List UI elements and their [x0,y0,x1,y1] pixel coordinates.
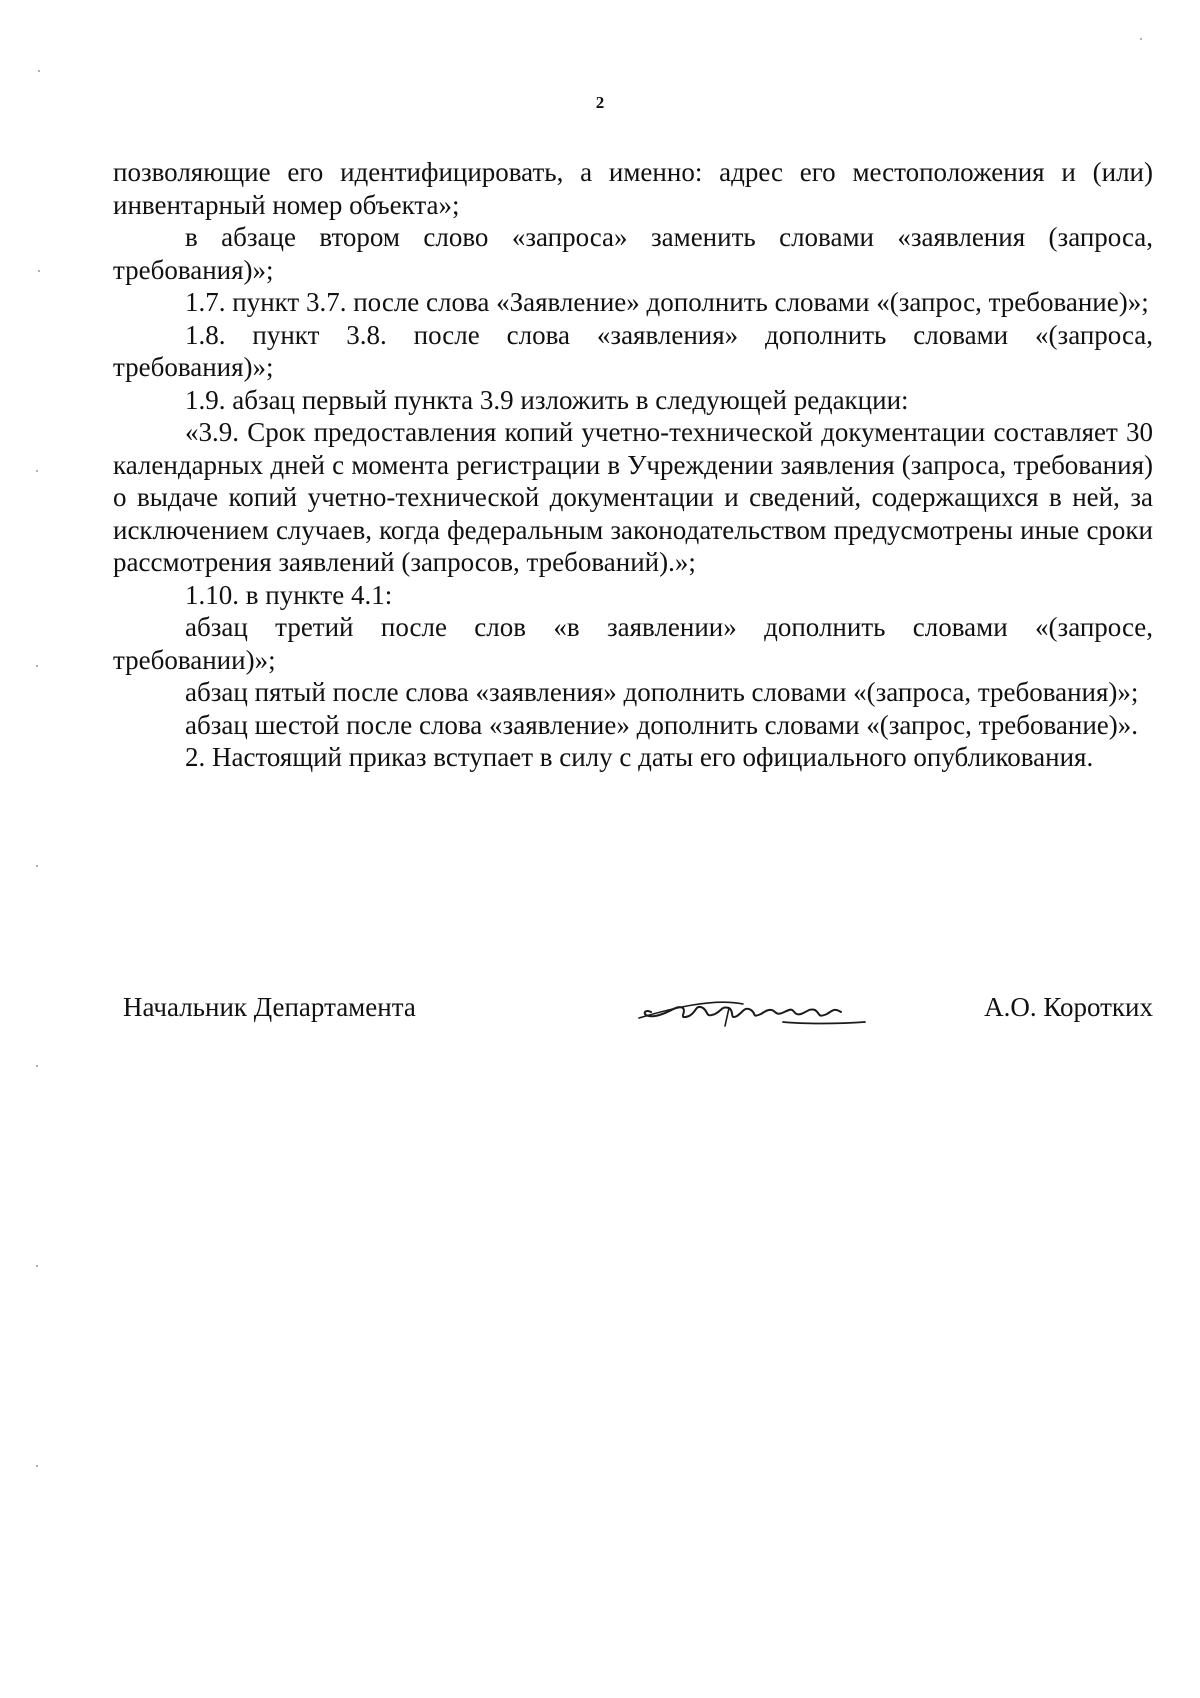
handwritten-signature-icon [633,978,883,1038]
paragraph-item-1-7: 1.7. пункт 3.7. после слова «Заявление» дополнить словами «(запрос, требование)»; [185,287,1149,317]
signatory-title: Начальник Департамента [123,992,416,1022]
paragraph-abzac-fifth: абзац пятый после слова «заявления» дополнить словами «(запроса, требования)»; [185,677,1139,707]
paragraph-item-1-10: 1.10. в пункте 4.1: [185,579,393,610]
paragraph-item-1-8: 1.8. пункт 3.8. после слова «заявления» дополнить словами «(запроса, требования)»; [113,319,1153,382]
scan-speck [1140,38,1142,40]
scan-speck [36,1465,38,1467]
paragraph-abzac-third: абзац третий после слов «в заявлении» дополнить словами «(запросе, требовании)»; [113,612,1153,675]
signature-block [123,992,1153,1052]
paragraph-abzac-sixth: абзац шестой после слова «заявление» дополнить словами «(запрос, требование)». [185,709,1139,740]
scan-speck [36,865,38,867]
paragraph-continuation: позволяющие его идентифицировать, а именно: адрес его местоположения и (или) инвентарный номер объекта»; [113,157,1153,220]
scan-speck [36,665,38,667]
page-number: 2 [595,93,605,112]
paragraph-item-2: 2. Настоящий приказ вступает в силу с даты его официального опубликования. [185,742,1094,772]
paragraph-quote-3-9: «3.9. Срок предоставления копий учетно-технической документации составляет 30 календарных дней с момента регистрации в Учреждении заявления (запроса, требования) о выдаче копий учетно-технической документации и сведений, содержащихся в ней, за исключением случаев, когда федеральным законодательством предусмотрены иные сроки рассмотрения заявлений (запросов, требований).»; [113,417,1153,577]
signatory-name: А.О. Коротких [984,992,1153,1022]
scan-speck [36,1265,38,1267]
scan-speck [38,70,40,72]
paragraph-item-1-9: 1.9. абзац первый пункта 3.9 изложить в следующей редакции: [185,384,909,415]
document-body [113,156,1153,774]
scan-speck [36,470,38,472]
paragraph-second-abzac: в абзаце втором слово «запроса» заменить словами «заявления (запроса, требования)»; [113,222,1153,285]
scan-speck [36,1065,38,1067]
scan-speck [38,270,40,272]
